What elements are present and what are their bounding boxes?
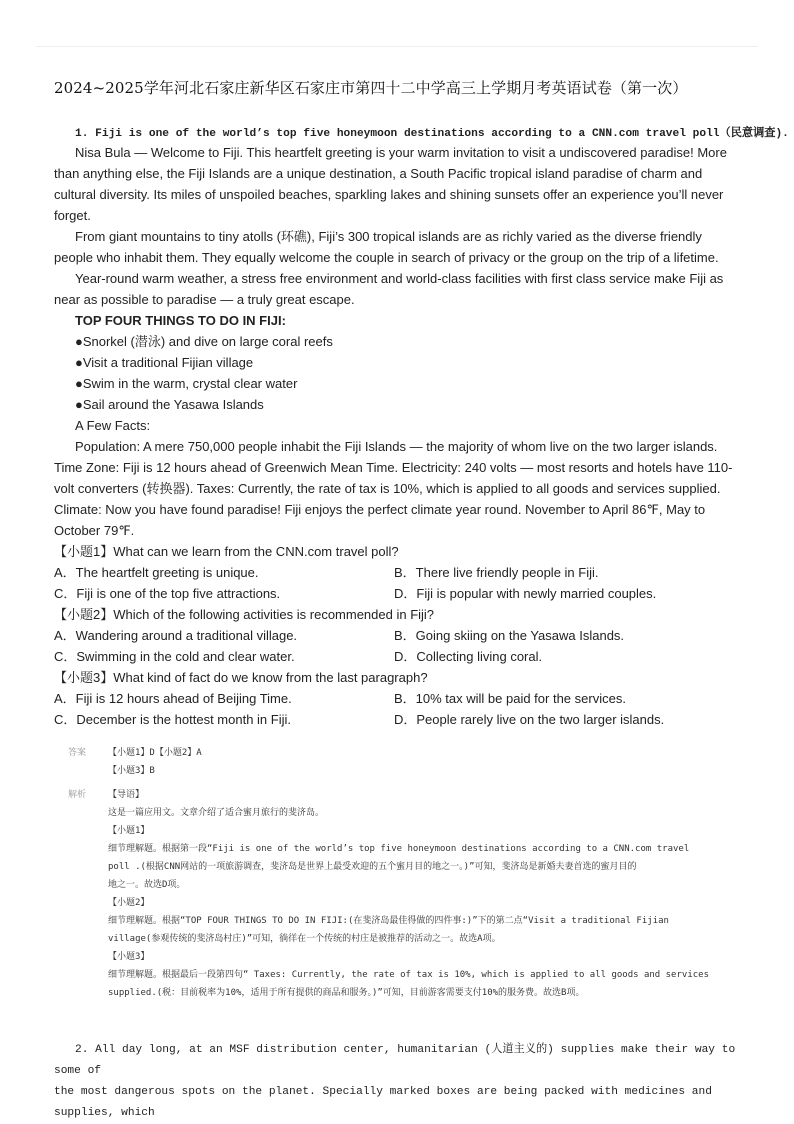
subquestion-2-options-row-1 [54,625,740,646]
option-b: B．10% tax will be paid for the services. [394,691,626,706]
option-c: C．Swimming in the cold and clear water. [54,649,295,664]
analysis-line: 细节理解题。根据最后一段第四句“ Taxes: Currently, the rate of tax is 10%, which is applied to all goods and services [108,970,709,980]
analysis-line: poll .(根据CNN网站的一项旅游调查，斐济岛是世界上最受欢迎的五个蜜月目的地之一。)”可知，斐济岛是新婚夫妻首选的蜜月目的 [108,862,637,872]
option-a: A．The heartfelt greeting is unique. [54,565,259,580]
things-item-2: ●Visit a traditional Fijian village [75,355,254,370]
answer-line-1: 【小题1】D【小题2】A [108,748,202,758]
subquestion-3-options-row-1 [54,688,740,709]
analysis-line: 【小题2】 [108,898,150,908]
analysis-line: 地之一。故选D项。 [108,880,186,890]
analysis-line: supplied.(税：目前税率为10%，适用于所有提供的商品和服务。)”可知，目前游客需要支付10%的服务费。故选B项。 [108,988,585,998]
question-2-line-2: the most dangerous spots on the planet. Specially marked boxes are being packed with medicines and supplies, which [54,1086,712,1119]
analysis-line: 细节理解题。根据“TOP FOUR THINGS TO DO IN FIJI:(在斐济岛最佳得做的四件事:)”下的第二点“Visit a traditional Fijian [108,916,669,926]
things-heading: TOP FOUR THINGS TO DO IN FIJI: [75,313,286,328]
analysis-line: village(参观传统的斐济岛村庄)”可知，徜徉在一个传统的村庄是被推荐的活动之一。故选A项。 [108,934,501,944]
answer-label: 答案 [68,748,87,758]
things-item-3: ●Swim in the warm, crystal clear water [75,376,298,391]
facts-paragraph: Population: A mere 750,000 people inhabit the Fiji Islands — the majority of whom live on the two larger islands. Time Zone: Fiji is 12 hours ahead of Greenwich Mean Time. Electricity: 240 volts — most resorts and hotels have 110-volt converters (转换器). Taxes: Currently, the rate of tax is 10%, which is applied to all goods and services supplied. Climate: Now you have found paradise! Fiji enjoys the perfect climate year round. November to April 86℉, May to October 79℉. [54,439,733,538]
question-2-line-1: 2. All day long, at an MSF distribution center, humanitarian (人道主义的) supplies make their way to some of [54,1044,736,1077]
analysis-line: 【小题3】 [108,952,150,962]
option-a: A．Fiji is 12 hours ahead of Beijing Time. [54,691,292,706]
analysis-line: 【导语】 [108,790,145,800]
things-item-4: ●Sail around the Yasawa Islands [75,397,264,412]
things-item-1: ●Snorkel (潜泳) and dive on large coral reefs [75,334,333,349]
header-divider [36,46,758,47]
question-1-passage [54,142,740,730]
option-d: D．Collecting living coral. [394,649,543,664]
option-c: C．Fiji is one of the top five attractions. [54,586,281,601]
analysis-line: 【小题1】 [108,826,150,836]
passage-paragraph-3: Year-round warm weather, a stress free environment and world-class facilities with first class service make Fiji as near as possible to paradise — a truly great escape. [54,271,724,307]
analysis-line: 这是一篇应用文。文章介绍了适合蜜月旅行的斐济岛。 [108,808,325,818]
subquestion-1: 【小题1】What can we learn from the CNN.com travel poll? [54,544,399,559]
subquestion-1-options-row-1 [54,562,740,583]
option-b: B．Going skiing on the Yasawa Islands. [394,628,625,643]
question-1-heading: 1. Fiji is one of the world’s top five honeymoon destinations according to a CNN.com travel poll（民意调查). [75,128,789,140]
answer-line-2: 【小题3】B [108,766,155,776]
passage-paragraph-1: Nisa Bula — Welcome to Fiji. This heartfelt greeting is your warm invitation to visit a undiscovered paradise! More than anything else, the Fiji Islands are a unique destination, a South Pacific tropical island paradise of charm and cultural diversity. Its miles of unspoiled beaches, sparkling lakes and shining sunsets offer an experience you’ll never forget. [54,145,727,223]
option-b: B．There live friendly people in Fiji. [394,565,599,580]
answer-content [108,744,738,780]
subquestion-3: 【小题3】What kind of fact do we know from the last paragraph? [54,670,428,685]
option-c: C．December is the hottest month in Fiji. [54,712,291,727]
analysis-content [108,786,738,1002]
subquestion-2-options-row-2 [54,646,740,667]
option-a: A．Wandering around a traditional village. [54,628,298,643]
passage-paragraph-2: From giant mountains to tiny atolls (环礁), Fiji’s 300 tropical islands are as richly varied as the diverse friendly people who inhabit them. They equally welcome the couple in search of privacy or the group on the trip of a lifetime. [54,229,719,265]
analysis-line: 细节理解题。根据第一段“Fiji is one of the world’s top five honeymoon destinations according to a CNN.com travel [108,844,690,854]
exam-title: 2024~2025学年河北石家庄新华区石家庄市第四十二中学高三上学期月考英语试卷（第一次） [54,79,688,97]
facts-heading: A Few Facts: [75,418,151,433]
subquestion-1-options-row-2 [54,583,740,604]
analysis-label: 解析 [68,790,87,800]
subquestion-3-options-row-2 [54,709,740,730]
option-d: D．Fiji is popular with newly married couples. [394,586,657,601]
question-2-passage [54,1040,744,1124]
subquestion-2: 【小题2】Which of the following activities is recommended in Fiji? [54,607,435,622]
option-d: D．People rarely live on the two larger islands. [394,712,665,727]
